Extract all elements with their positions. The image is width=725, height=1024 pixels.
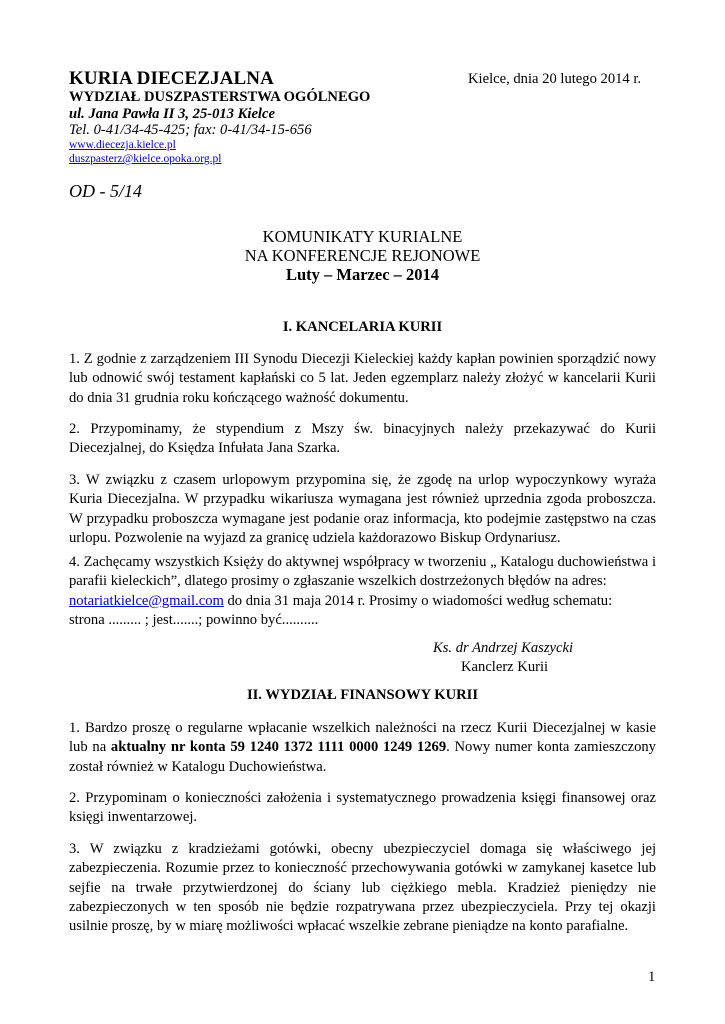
office-title: KURIA DIECEZJALNA: [69, 68, 274, 89]
section-heading-chancery: I. KANCELARIA KURII: [282, 319, 443, 335]
paragraph-vacation: 3. W związku z czasem urlopowym przypomina się, że zgodę na urlop wypoczynkowy wyraża Kuria Diecezjalna. W przypadku wikariusza wymagana jest również uprzednia zgoda proboszcza. W przypadku proboszcza wymagane jest podanie oraz informacja, kto podejmie zastępstwo na czas urlopu. Pozwolenie na wyjazd za granicę udziela każdorazowo Biskup Ordynariusz.: [69, 472, 656, 546]
office-address: ul. Jana Pawła II 3, 25-013 Kielce: [69, 106, 275, 122]
paragraph-payments: [69, 719, 656, 777]
notariat-email-link[interactable]: notariatkielce@gmail.com: [69, 592, 224, 609]
paragraph-catalog: [69, 553, 656, 630]
phone-fax: Tel. 0-41/34-45-425; fax: 0-41/34-15-656: [69, 122, 312, 138]
department-name: WYDZIAŁ DUSZPASTERSTWA OGÓLNEGO: [69, 89, 371, 105]
document-title-line1: KOMUNIKATY KURIALNE: [262, 227, 463, 246]
payments-rest: . Nowy numer konta zamieszczony został również w Katalogu Duchowieństwa.: [69, 739, 656, 775]
document-title-period: Luty – Marzec – 2014: [285, 265, 440, 284]
catalog-deadline: do dnia 31 maja 2014 r. Prosimy o wiadomości według schematu:: [223, 592, 613, 609]
paragraph-stipend: 2. Przypominamy, że stypendium z Mszy św. binacyjnych należy przekazywać do Kurii Diecezjalnej, do Księdza Infułata Jana Szarka.: [69, 421, 656, 457]
signature-role: Kanclerz Kurii: [461, 659, 549, 675]
website-link[interactable]: www.diecezja.kielce.pl: [69, 139, 176, 151]
section-heading-finance: II. WYDZIAŁ FINANSOWY KURII: [246, 687, 479, 703]
paragraph-cash-security: 3. W związku z kradzieżami gotówki, obecny ubezpieczyciel domaga się właściwego jej zabezpieczenia. Rozumie przez to konieczność przechowywania gotówki w zamykanej kasetce lub sejfie na trwałe przytwierdzonej do ściany lub ciężkiego mebla. Kradzież pieniędzy nie zabezpieczonych w ten sposób nie będzie rozpatrywana przez ubezpieczyciela. Przy tej okazji usilnie proszę, by w miarę możliwości wpłacać wszelkie zebrane pieniądze na konto parafialne.: [69, 841, 656, 935]
catalog-line-email: [69, 592, 656, 611]
reference-number: OD - 5/14: [69, 181, 142, 201]
paragraph-ledger: 2. Przypominam o konieczności założenia i systematycznego prowadzenia księgi finansowej oraz księgi inwentarzowej.: [69, 790, 656, 826]
email-link[interactable]: duszpasterz@kielce.opoka.org.pl: [69, 153, 222, 165]
signature-name: Ks. dr Andrzej Kaszycki: [433, 640, 573, 656]
paragraph-testament: 1. Z godnie z zarządzeniem III Synodu Diecezji Kieleckiej każdy kapłan powinien sporządzić nowy lub odnowić swój testament kapłański co 5 lat. Jeden egzemplarz należy złożyć w kancelarii Kurii do dnia 31 grudnia roku kończącego ważność dokumentu.: [69, 351, 656, 406]
document-date: Kielce, dnia 20 lutego 2014 r.: [468, 71, 642, 87]
catalog-text: 4. Zachęcamy wszystkich Księży do aktywnej współpracy w tworzeniu „ Katalogu duchowieństwa i parafii kieleckich”, dlatego prosimy o zgłaszanie wszelkich dostrzeżonych błędów na adres:: [69, 554, 656, 590]
account-number: aktualny nr konta 59 1240 1372 1111 0000 1249 1269: [110, 739, 447, 756]
catalog-schema: strona ......... ; jest.......; powinno być..........: [69, 611, 319, 628]
page-number: 1: [648, 969, 656, 985]
payments-text: 1. Bardzo proszę o regularne wpłacanie wszelkich należności na rzecz Kurii Diecezjalnej w kasie lub na: [69, 720, 656, 756]
document-title-line2: NA KONFERENCJE REJONOWE: [244, 246, 481, 265]
